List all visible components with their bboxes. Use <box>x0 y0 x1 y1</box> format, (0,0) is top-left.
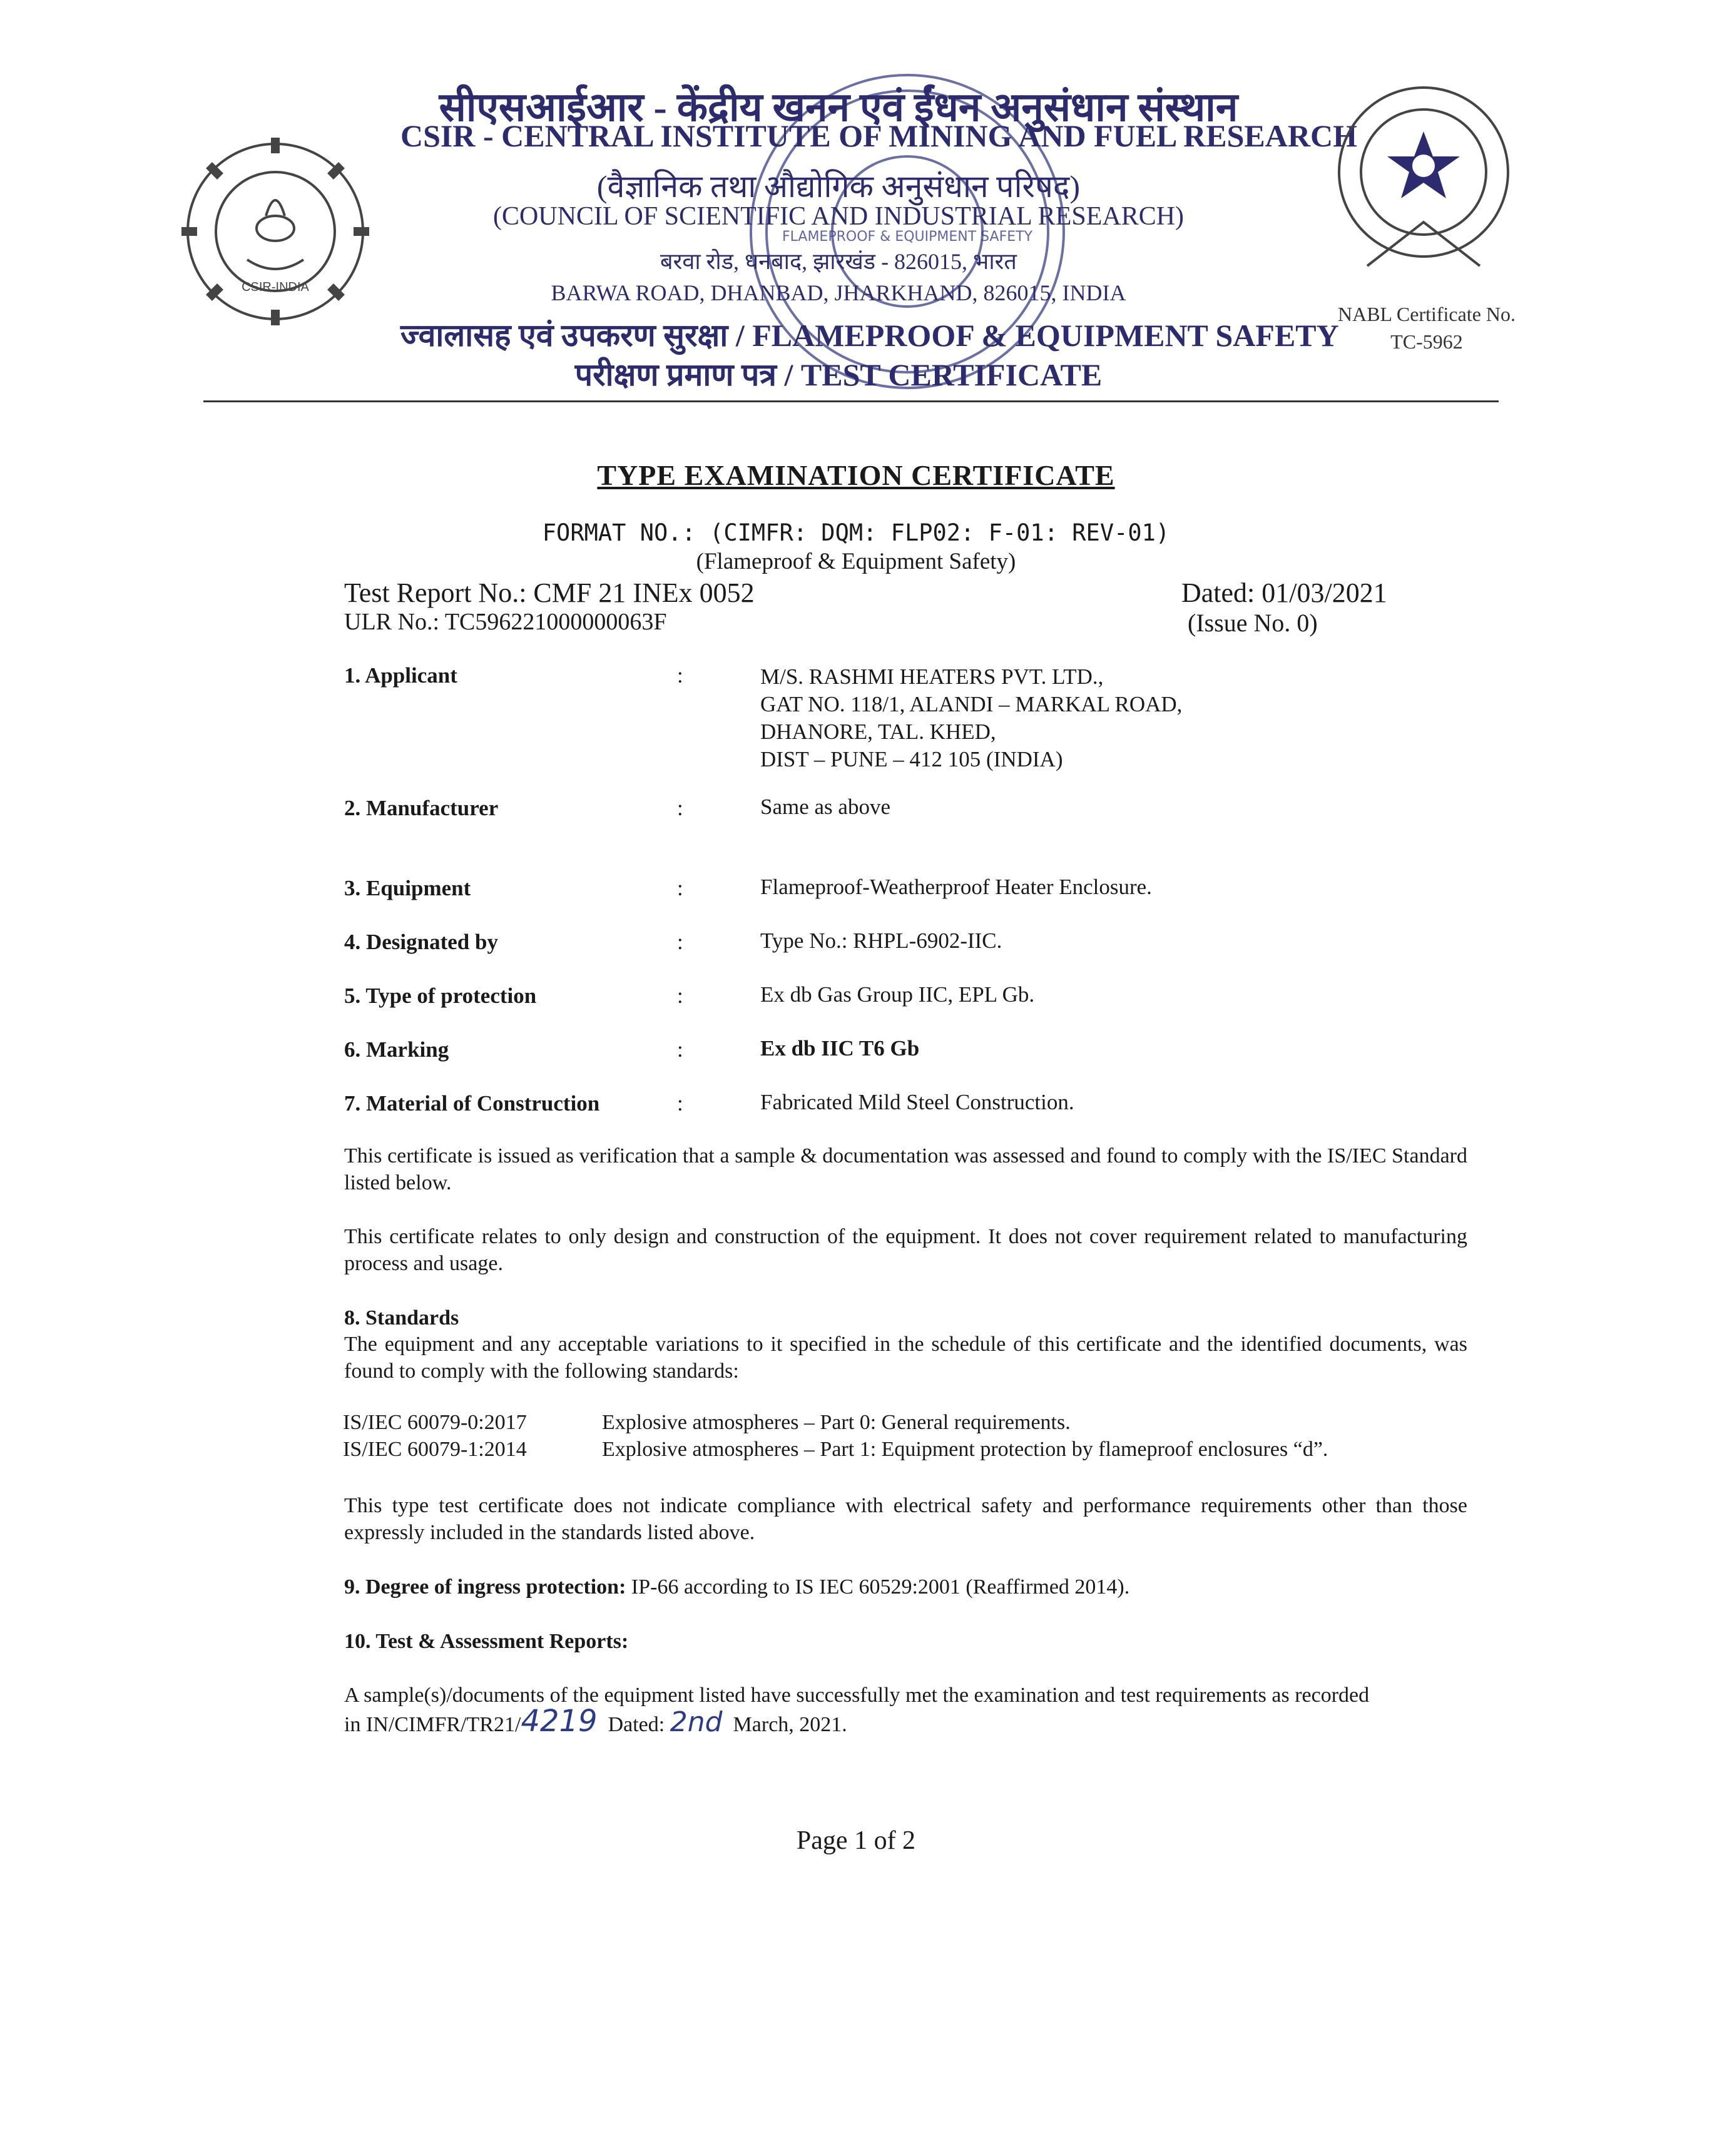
ulr-number: ULR No.: TC596221000000063F <box>344 609 667 635</box>
test-report-number: Test Report No.: CMF 21 INEx 0052 <box>344 577 755 608</box>
designated-label: 4. Designated by <box>344 930 498 954</box>
protection-colon: : <box>677 984 683 1008</box>
material-value: Fabricated Mild Steel Construction. <box>760 1090 1074 1114</box>
protection-label: 5. Type of protection <box>344 984 537 1008</box>
marking-value: Ex db IIC T6 Gb <box>760 1036 920 1060</box>
certificate-line: परीक्षण प्रमाण पत्र / TEST CERTIFICATE <box>574 357 1103 392</box>
report-dated-label: Dated: <box>608 1713 665 1736</box>
ingress-protection <box>344 1574 1467 1600</box>
reports-line-1: A sample(s)/documents of the equipment listed have successfully met the examination and test requirements as recorded <box>344 1684 1370 1707</box>
nabl-logo <box>1330 78 1517 285</box>
equipment-colon: : <box>677 876 683 900</box>
applicant-line: M/S. RASHMI HEATERS PVT. LTD., <box>760 664 1104 689</box>
council-name-hindi: (वैज्ञानिक तथा औद्योगिक अनुसंधान परिषद) <box>596 169 1081 204</box>
reports-heading: 10. Test & Assessment Reports: <box>344 1630 629 1653</box>
standard-code: IS/IEC 60079-0:2017 <box>343 1411 527 1434</box>
header-divider <box>203 400 1499 402</box>
applicant-value <box>760 663 1182 773</box>
address-hindi: बरवा रोड, धनबाद, झारखंड - 826015, भारत <box>660 249 1017 274</box>
manufacturer-label: 2. Manufacturer <box>344 796 499 820</box>
compliance-paragraph: This type test certificate does not indicate compliance with electrical safety and performance requirements other than those expressly included in the standards listed above. <box>344 1494 1467 1544</box>
handwritten-day: 2nd <box>670 1706 723 1738</box>
format-number: FORMAT NO.: (CIMFR: DQM: FLP02: F-01: REV-01) <box>542 519 1170 546</box>
nabl-line-2: TC-5962 <box>1390 330 1463 353</box>
ingress-value: IP-66 according to IS IEC 60529:2001 (Reaffirmed 2014). <box>631 1575 1130 1599</box>
standards-intro: The equipment and any acceptable variations to it specified in the schedule of this certificate and the identified documents, was found to comply with the following standards: <box>344 1333 1467 1383</box>
applicant-line: DIST – PUNE – 412 105 (INDIA) <box>760 747 1063 771</box>
ingress-label: 9. Degree of ingress protection: <box>344 1575 626 1599</box>
address-english: BARWA ROAD, DHANBAD, JHARKHAND, 826015, INDIA <box>551 280 1126 305</box>
manufacturer-value: Same as above <box>760 795 890 819</box>
page-number: Page 1 of 2 <box>796 1826 916 1855</box>
standard-code: IS/IEC 60079-1:2014 <box>343 1438 527 1461</box>
equipment-label: 3. Equipment <box>344 876 471 900</box>
material-label: 7. Material of Construction <box>344 1091 600 1116</box>
scope-paragraph: This certificate relates to only design and construction of the equipment. It does not cover requirement related to manufacturing process and usage. <box>344 1225 1467 1275</box>
standard-description: Explosive atmospheres – Part 1: Equipment protection by flameproof enclosures “d”. <box>602 1438 1328 1461</box>
applicant-line: DHANORE, TAL. KHED, <box>760 720 996 744</box>
handwritten-report-number: 4219 <box>521 1704 598 1739</box>
institute-name-english: CSIR - CENTRAL INSTITUTE OF MINING AND FUEL RESEARCH <box>400 118 1357 153</box>
document-title: TYPE EXAMINATION CERTIFICATE <box>597 459 1115 491</box>
applicant-colon: : <box>677 663 683 688</box>
dated: Dated: 01/03/2021 <box>1181 577 1387 608</box>
designated-colon: : <box>677 930 683 954</box>
protection-value: Ex db Gas Group IIC, EPL Gb. <box>760 982 1035 1007</box>
svg-text:FLAMEPROOF & EQUIPMENT SAFETY: FLAMEPROOF & EQUIPMENT SAFETY <box>782 229 1033 245</box>
verification-paragraph: This certificate is issued as verification that a sample & documentation was assessed and found to comply with the IS/IEC Standard listed below. <box>344 1144 1467 1194</box>
material-colon: : <box>677 1091 683 1116</box>
nabl-certificate <box>1320 300 1533 355</box>
marking-label: 6. Marking <box>344 1037 449 1062</box>
institute-name-hindi: सीएसआईआर - केंद्रीय खनन एवं ईंधन अनुसंधान संस्थान <box>439 85 1238 130</box>
designated-value: Type No.: RHPL-6902-IIC. <box>760 928 1002 953</box>
report-prefix: in IN/CIMFR/TR21/ <box>344 1713 521 1736</box>
council-name-english: (COUNCIL OF SCIENTIFIC AND INDUSTRIAL RESEARCH) <box>492 202 1185 231</box>
applicant-line: GAT NO. 118/1, ALANDI – MARKAL ROAD, <box>760 692 1183 716</box>
format-subtitle: (Flameproof & Equipment Safety) <box>696 549 1016 574</box>
standards-heading: 8. Standards <box>344 1306 459 1330</box>
standard-description: Explosive atmospheres – Part 0: General requirements. <box>602 1411 1071 1434</box>
issue-number: (Issue No. 0) <box>1188 609 1318 637</box>
applicant-label: 1. Applicant <box>344 663 457 688</box>
csir-logo <box>178 135 372 328</box>
equipment-value: Flameproof-Weatherproof Heater Enclosure. <box>760 875 1152 899</box>
reports-line-2 <box>344 1704 1467 1739</box>
report-date-suffix: March, 2021. <box>733 1713 847 1736</box>
svg-text:CSIR-INDIA: CSIR-INDIA <box>242 280 309 294</box>
marking-colon: : <box>677 1037 683 1062</box>
nabl-line-1: NABL Certificate No. <box>1337 303 1516 325</box>
manufacturer-colon: : <box>677 796 683 820</box>
safety-line: ज्वालासह एवं उपकरण सुरक्षा / FLAMEPROOF & EQUIPMENT SAFETY <box>400 318 1339 353</box>
